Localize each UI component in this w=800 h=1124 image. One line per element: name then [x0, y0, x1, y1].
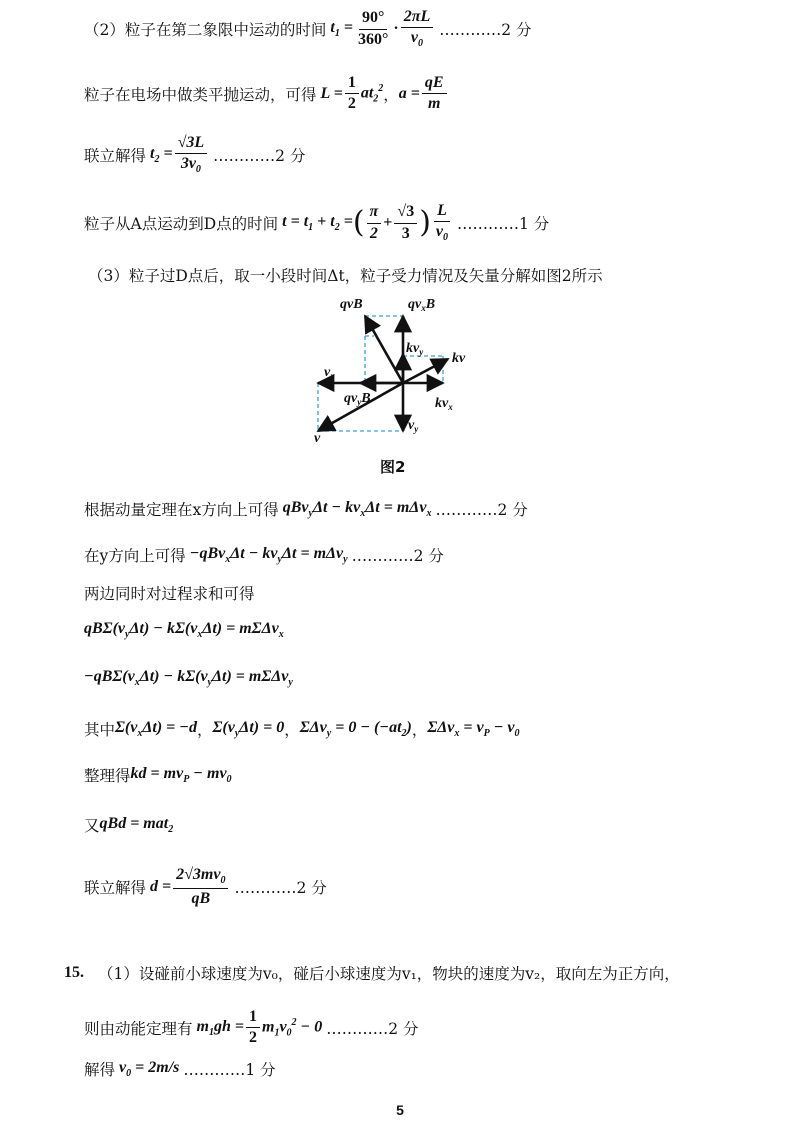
- line-6: 根据动量定理在x方向上可得 $qBv_y\Delta t - kv_x\Delta t = m\Delta v_x$ …………2 分: [84, 498, 528, 520]
- label-v: v: [314, 431, 321, 446]
- line-12: 整理得 kd = $mv_P - mv_0$: [84, 764, 232, 786]
- label-kvy: $kv_y$: [406, 341, 424, 357]
- figure-caption: 图2: [380, 458, 406, 476]
- line-5: （3）粒子过D点后，取一小段时间Δt，粒子受力情况及矢量分解如图2所示: [88, 267, 603, 285]
- line-10: $-qB\Sigma(v_x\Delta t) - k\Sigma(v_y\Delta t) = m\Sigma\Delta v_y$: [84, 668, 293, 689]
- label-kv: kv: [452, 351, 466, 366]
- question-number: 15.: [64, 964, 84, 981]
- label-kvx: $kv_x$: [435, 396, 453, 412]
- line-14: 联立解得 d = $\frac{2√3mv_0}{qB}$ …………2 分: [84, 866, 327, 907]
- label-qvxB: $qv_xB$: [408, 297, 436, 313]
- line-17: 解得 $v_0 = 2m/s$ …………1 分: [84, 1058, 276, 1080]
- score-label: …………2 分: [439, 21, 532, 40]
- vector-diagram: [300, 292, 540, 452]
- line-15: 15. （1）设碰前小球速度为v₀，碰后小球速度为v₁，物块的速度为v₂，取向左为正方向，: [64, 964, 680, 983]
- line-2: 粒子在电场中做类平抛运动，可得 L = $\frac{1}{2}$ $at_2^2$ ， a = $\frac{qE}{m}$: [84, 74, 449, 114]
- line-11: 其中 $\Sigma(v_x\Delta t) = -d$ ， $\Sigma(v_y\Delta t) = 0$ ， $\Sigma\Delta v_y = 0 - (-at_2)$ ， $\Sigma\Delta v_x = v_P - v_0$: [84, 718, 520, 740]
- formula-t1: $t_1$ =: [326, 18, 353, 40]
- line-3: 联立解得 $t_2$ = $\frac{√3L}{3v_0}$ …………2 分: [84, 134, 306, 176]
- line-7: 在y方向上可得 $-qBv_x\Delta t - kv_y\Delta t = m\Delta v_y$ …………2 分: [84, 544, 444, 566]
- line-8: 两边同时对过程求和可得: [84, 585, 255, 603]
- line-16: 则由动能定理有 $m_1gh$ = $\frac{1}{2}$ $m_1v_0^2 - 0$ …………2 分: [84, 1008, 419, 1047]
- page-number: 5: [396, 1102, 404, 1118]
- label-qvyB: $qv_yB$: [344, 391, 371, 407]
- line-9: $qB\Sigma(v_y\Delta t) - k\Sigma(v_x\Delta t) = m\Sigma\Delta v_x$: [84, 620, 284, 641]
- label-vy: $v_y$: [408, 418, 419, 434]
- line-1: （2）粒子在第二象限中运动的时间 $t_1$ = $\frac{90^\circ}{360^\circ}$ · $\frac{2\pi L}{v_0}$ …………2 分: [84, 8, 532, 50]
- label-qvB: qvB: [340, 297, 363, 312]
- label-vx: $v_x$: [324, 365, 335, 381]
- qvB-arrow: [365, 316, 403, 383]
- line-13: 又 qBd = mat$_2$: [84, 814, 174, 836]
- line-4: 粒子从A点运动到D点的时间 $t = t_1 + t_2$ = ( $\frac{\pi}{2}$ + $\frac{√3}{3}$ ) $\frac{L}{v_0}$ …………1 分: [84, 202, 550, 244]
- kv-arrow: [403, 359, 448, 383]
